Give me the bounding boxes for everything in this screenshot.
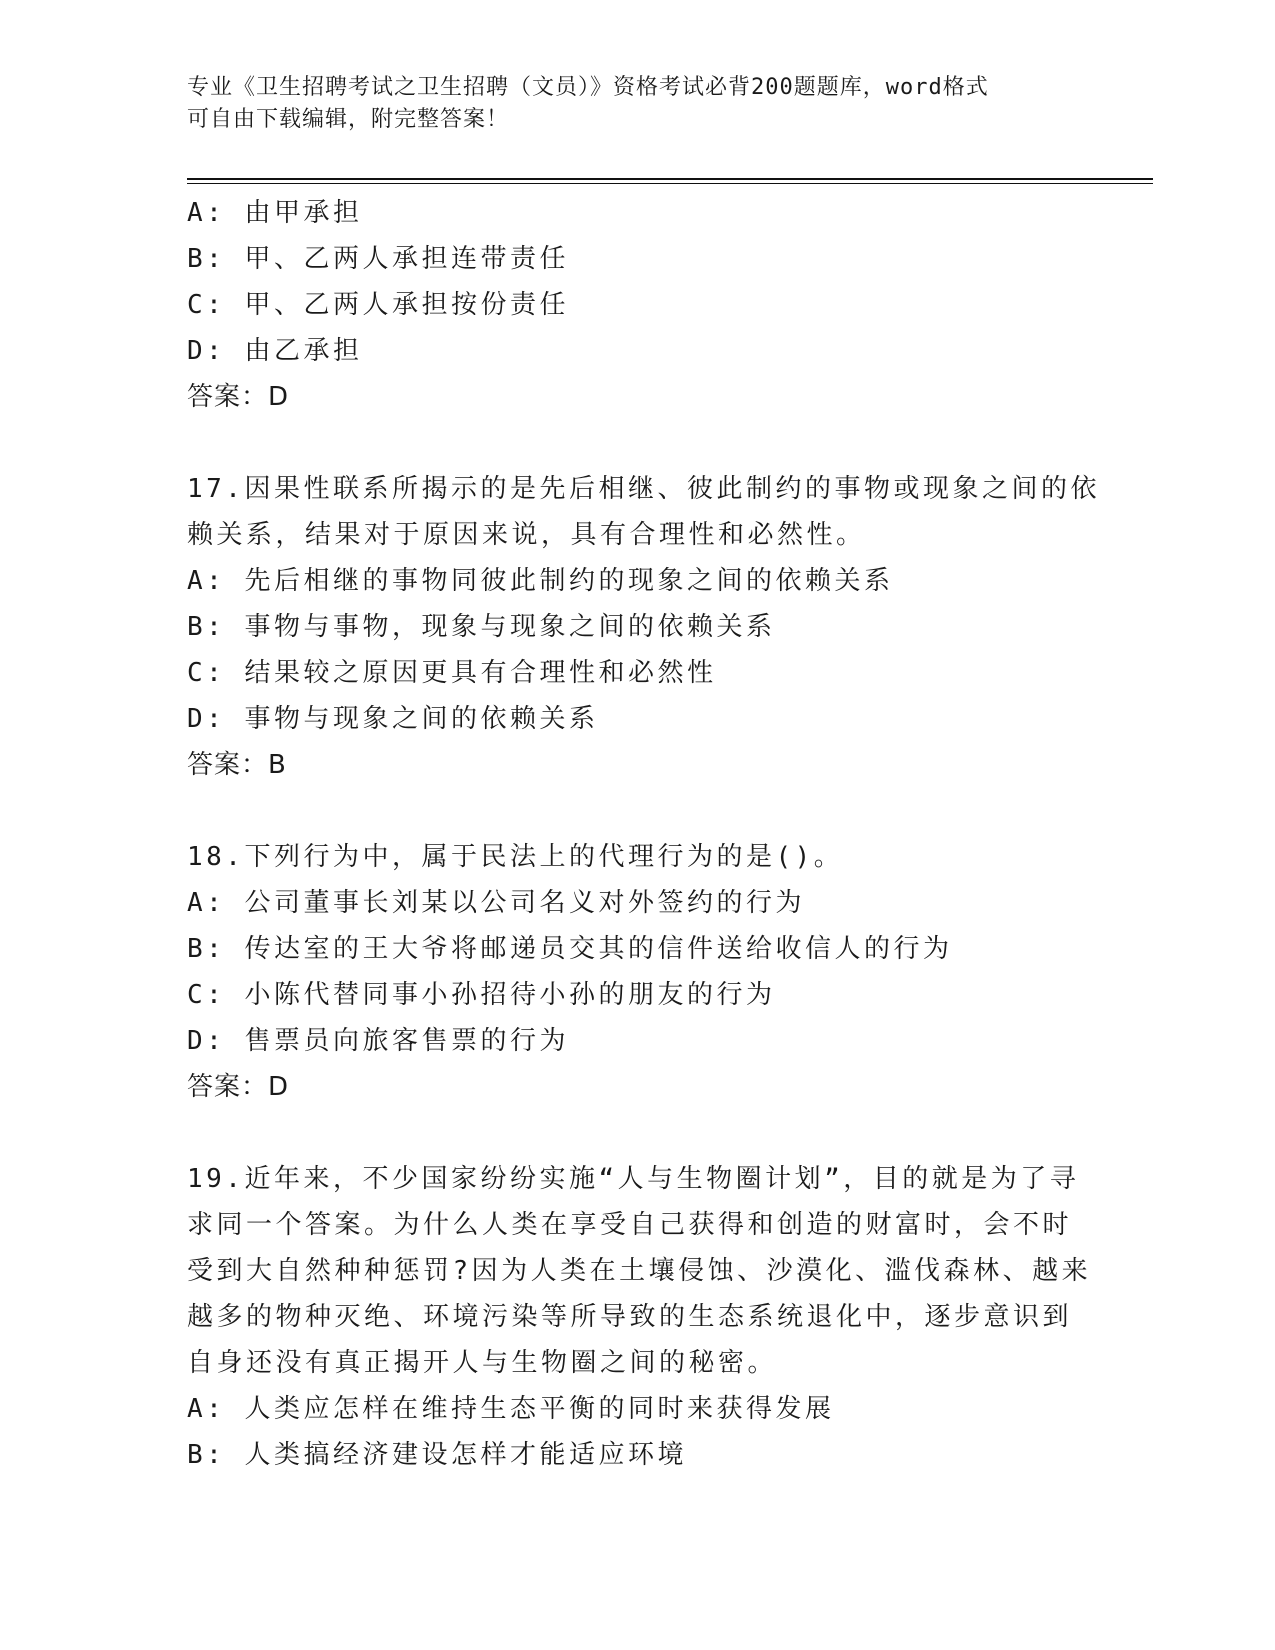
option-b: B: 传达室的王大爷将邮递员交其的信件送给收信人的行为 — [187, 934, 953, 964]
header-line-2: 可自由下载编辑，附完整答案！ — [187, 107, 510, 132]
question-19 — [187, 1156, 1092, 1478]
question-16 — [187, 190, 1087, 420]
question-18 — [187, 834, 1087, 1110]
document-body — [187, 190, 1100, 1478]
option-a: A: 公司董事长刘某以公司名义对外签约的行为 — [187, 888, 805, 918]
option-c: C: 结果较之原因更具有合理性和必然性 — [187, 658, 717, 688]
question-text-line: 17.因果性联系所揭示的是先后相继、彼此制约的事物或现象之间的依 — [187, 474, 1100, 504]
option-c: C: 甲、乙两人承担按份责任 — [187, 290, 569, 320]
option-d: D: 售票员向旅客售票的行为 — [187, 1026, 569, 1056]
question-text-line: 越多的物种灭绝、环境污染等所导致的生态系统退化中，逐步意识到 — [187, 1302, 1073, 1332]
question-17 — [187, 466, 1100, 788]
option-c: C: 小陈代替同事小孙招待小孙的朋友的行为 — [187, 980, 776, 1010]
spacer — [187, 1110, 1087, 1156]
option-d: D: 由乙承担 — [187, 336, 363, 366]
answer: 答案：D — [187, 1072, 290, 1102]
option-a: A: 由甲承担 — [187, 198, 363, 228]
question-text-line: 19.近年来，不少国家纷纷实施“人与生物圈计划”，目的就是为了寻 — [187, 1164, 1080, 1194]
option-d: D: 事物与现象之间的依赖关系 — [187, 704, 599, 734]
question-text-line: 18.下列行为中，属于民法上的代理行为的是()。 — [187, 842, 844, 872]
answer: 答案：B — [187, 750, 287, 780]
question-text-line: 赖关系，结果对于原因来说，具有合理性和必然性。 — [187, 520, 866, 550]
option-b: B: 人类搞经济建设怎样才能适应环境 — [187, 1440, 687, 1470]
option-a: A: 先后相继的事物同彼此制约的现象之间的依赖关系 — [187, 566, 894, 596]
option-b: B: 甲、乙两人承担连带责任 — [187, 244, 569, 274]
spacer — [187, 420, 1087, 466]
option-b: B: 事物与事物，现象与现象之间的依赖关系 — [187, 612, 776, 642]
document-header — [187, 72, 1067, 136]
question-text-line: 受到大自然种种惩罚?因为人类在土壤侵蚀、沙漠化、滥伐森林、越来 — [187, 1256, 1092, 1286]
question-text-line: 求同一个答案。为什么人类在享受自己获得和创造的财富时，会不时 — [187, 1210, 1073, 1240]
spacer — [187, 788, 1087, 834]
option-a: A: 人类应怎样在维持生态平衡的同时来获得发展 — [187, 1394, 835, 1424]
header-rule-thin — [187, 183, 1153, 184]
header-rule-thick — [187, 178, 1153, 180]
answer: 答案：D — [187, 382, 290, 412]
header-line-1: 专业《卫生招聘考试之卫生招聘（文员）》资格考试必背200题题库，word格式 — [187, 75, 989, 100]
question-text-line: 自身还没有真正揭开人与生物圈之间的秘密。 — [187, 1348, 778, 1378]
